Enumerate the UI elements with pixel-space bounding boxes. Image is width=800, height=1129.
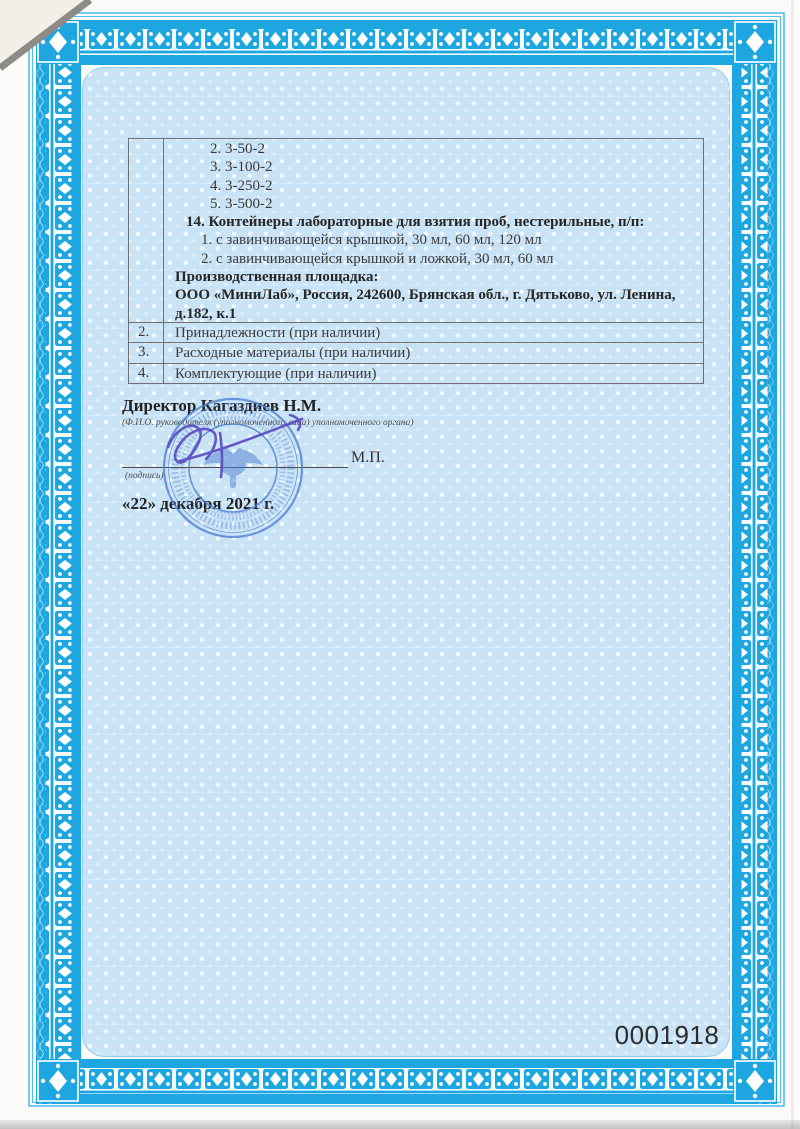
- signature-hint: (подпись): [125, 471, 164, 481]
- items-table: [128, 138, 704, 384]
- scanner-edge-strip: [0, 1120, 800, 1129]
- row-number-cell: 3.: [129, 343, 164, 362]
- size-item: 5. 3-500-2: [210, 195, 273, 212]
- form-serial-number: 0001918: [614, 1020, 720, 1050]
- handwritten-signature-icon: [140, 395, 320, 495]
- table-row: [129, 342, 703, 362]
- item14-header: 14. Контейнеры лабораторные для взятия проб, нестерильные, п/п:: [186, 214, 645, 231]
- director-name-line: Директор Кагаздиев Н.М.: [122, 396, 322, 415]
- size-item: 4. 3-250-2: [210, 177, 273, 194]
- row-label-cell: Принадлежности (при наличии): [175, 325, 381, 341]
- main-items-cell: [164, 139, 703, 322]
- signing-date: «22» декабря 2021 г.: [122, 494, 275, 513]
- row-number-cell: 2.: [129, 323, 164, 342]
- production-site-label: Производственная площадка:: [175, 269, 379, 286]
- item14-subitem: 2. с завинчивающейся крышкой и ложкой, 30 мл, 60 мл: [201, 250, 554, 267]
- row-number-cell: 4.: [129, 364, 164, 383]
- item14-subitem: 1. с завинчивающейся крышкой, 30 мл, 60 мл, 120 мл: [201, 232, 542, 249]
- table-row: [129, 139, 703, 322]
- table-row: [129, 363, 703, 383]
- folded-corner: [0, 0, 120, 90]
- seal-abbreviation: М.П.: [351, 449, 385, 466]
- row-label-cell: Расходные материалы (при наличии): [175, 345, 411, 362]
- production-site-address: д.182, к.1: [175, 305, 237, 322]
- row-number-cell: [129, 139, 164, 322]
- table-row: [129, 322, 703, 342]
- director-name-hint: (Ф.И.О. руководителя (уполномоченного лица) уполномоченного органа): [122, 418, 414, 428]
- row-label-cell: Комплектующие (при наличии): [175, 365, 377, 382]
- size-item: 3. 3-100-2: [210, 159, 273, 176]
- production-site-address: ООО «МиниЛаб», Россия, 242600, Брянская обл., г. Дятьково, ул. Ленина,: [175, 287, 676, 304]
- paper-edge-shadow: [791, 0, 794, 1129]
- size-item: 2. 3-50-2: [210, 141, 265, 157]
